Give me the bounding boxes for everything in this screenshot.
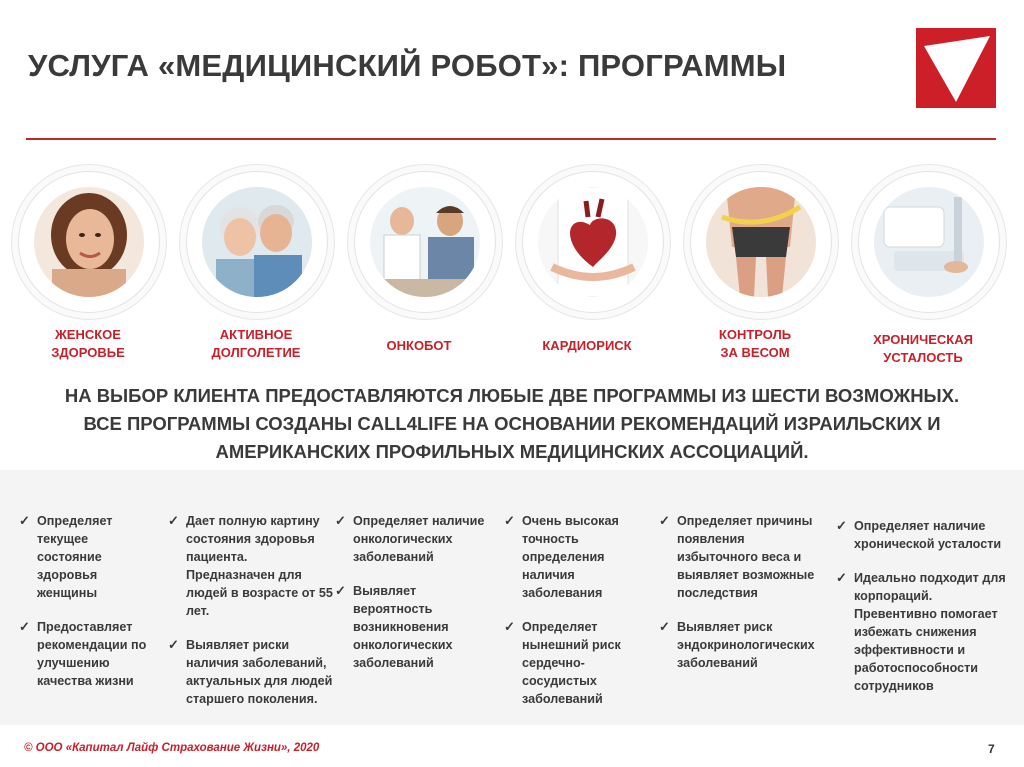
program-circle-weight-control — [690, 171, 832, 313]
list-item: ✓ Определяет наличие онкологических заболеваний — [335, 513, 485, 564]
waist-measure-photo — [706, 187, 816, 297]
check-icon: ✓ — [335, 513, 346, 528]
details-column-chronic-fatigue — [834, 517, 1020, 711]
list-item: ✓ Дает полную картину состояния здоровья пациента. Предназначен для людей в возрасте от 55 лет. — [168, 513, 333, 618]
list-item: ✓ Идеально подходит для корпораций. Превентивно помогает избежать снижения эффективности и работоспособности сотрудников — [836, 570, 1006, 693]
woman-portrait-photo — [34, 187, 144, 297]
program-label: ОНКОБОТ — [386, 338, 452, 353]
details-column-oncobot — [333, 512, 503, 688]
program-label: ХРОНИЧЕСКАЯ УСТАЛОСТЬ — [873, 332, 973, 365]
check-icon: ✓ — [504, 513, 515, 528]
intro-line: НА ВЫБОР КЛИЕНТА ПРЕДОСТАВЛЯЮТСЯ ЛЮБЫЕ ДВЕ ПРОГРАММЫ ИЗ ШЕСТИ ВОЗМОЖНЫХ. — [64, 385, 960, 406]
intro-text — [20, 382, 1004, 466]
list-item: ✓ Определяет текущее состояние здоровья женщины — [19, 513, 113, 600]
page-title: УСЛУГА «МЕДИЦИНСКИЙ РОБОТ»: ПРОГРАММЫ — [28, 48, 787, 83]
elderly-couple-photo — [202, 187, 312, 297]
program-circle-women-health — [18, 171, 160, 313]
program-circle-active-longevity — [186, 171, 328, 313]
check-icon: ✓ — [335, 583, 346, 598]
doctor-consultation-photo — [370, 187, 480, 297]
check-icon: ✓ — [836, 570, 847, 585]
check-icon: ✓ — [659, 619, 670, 634]
list-item: ✓ Очень высокая точность определения наличия заболевания — [504, 513, 619, 600]
title-divider — [26, 138, 996, 140]
list-item: ✓ Выявляет риски наличия заболеваний, актуальных для людей старшего поколения. — [168, 637, 333, 706]
intro-line: АМЕРИКАНСКИХ ПРОФИЛЬНЫХ МЕДИЦИНСКИХ АССОЦИАЦИЙ. — [215, 441, 809, 462]
check-icon: ✓ — [836, 518, 847, 533]
list-item: ✓ Предоставляет рекомендации по улучшению качества жизни — [19, 619, 147, 688]
details-column-women-health — [17, 512, 167, 706]
check-icon: ✓ — [504, 619, 515, 634]
check-icon: ✓ — [19, 513, 30, 528]
list-item: ✓ Выявляет риск эндокринологических заболеваний — [659, 619, 815, 670]
copyright-footer: © ООО «Капитал Лайф Страхование Жизни», 2020 — [24, 742, 320, 754]
list-item: ✓ Выявляет вероятность возникновения онкологических заболеваний — [335, 583, 453, 670]
company-logo — [916, 28, 996, 108]
check-icon: ✓ — [659, 513, 670, 528]
program-circle-cardiorisk — [522, 171, 664, 313]
list-item: ✓ Определяет наличие хронической усталости — [836, 518, 1002, 551]
list-item: ✓ Определяет нынешний риск сердечно- сосудистых заболеваний — [504, 619, 621, 706]
program-circle-chronic-fatigue — [858, 171, 1000, 313]
check-icon: ✓ — [168, 637, 179, 652]
medical-equipment-photo — [874, 187, 984, 297]
heart-in-hands-photo — [538, 187, 648, 297]
program-label: АКТИВНОЕ ДОЛГОЛЕТИЕ — [211, 327, 301, 360]
details-column-active-longevity — [166, 512, 346, 724]
program-circle-oncobot — [354, 171, 496, 313]
intro-line: ВСЕ ПРОГРАММЫ СОЗДАНЫ CALL4LIFE НА ОСНОВАНИИ РЕКОМЕНДАЦИЙ ИЗРАИЛЬСКИХ И — [83, 413, 941, 434]
page-number: 7 — [988, 742, 995, 756]
program-label: КОНТРОЛЬ ЗА ВЕСОМ — [718, 327, 792, 360]
program-label: ЖЕНСКОЕ ЗДОРОВЬЕ — [51, 327, 125, 360]
check-icon: ✓ — [19, 619, 30, 634]
program-label: КАРДИОРИСК — [542, 338, 632, 353]
list-item: ✓ Определяет причины появления избыточного веса и выявляет возможные последствия — [659, 513, 815, 600]
details-column-weight-control — [657, 512, 837, 688]
details-column-cardiorisk — [502, 512, 652, 724]
check-icon: ✓ — [168, 513, 179, 528]
